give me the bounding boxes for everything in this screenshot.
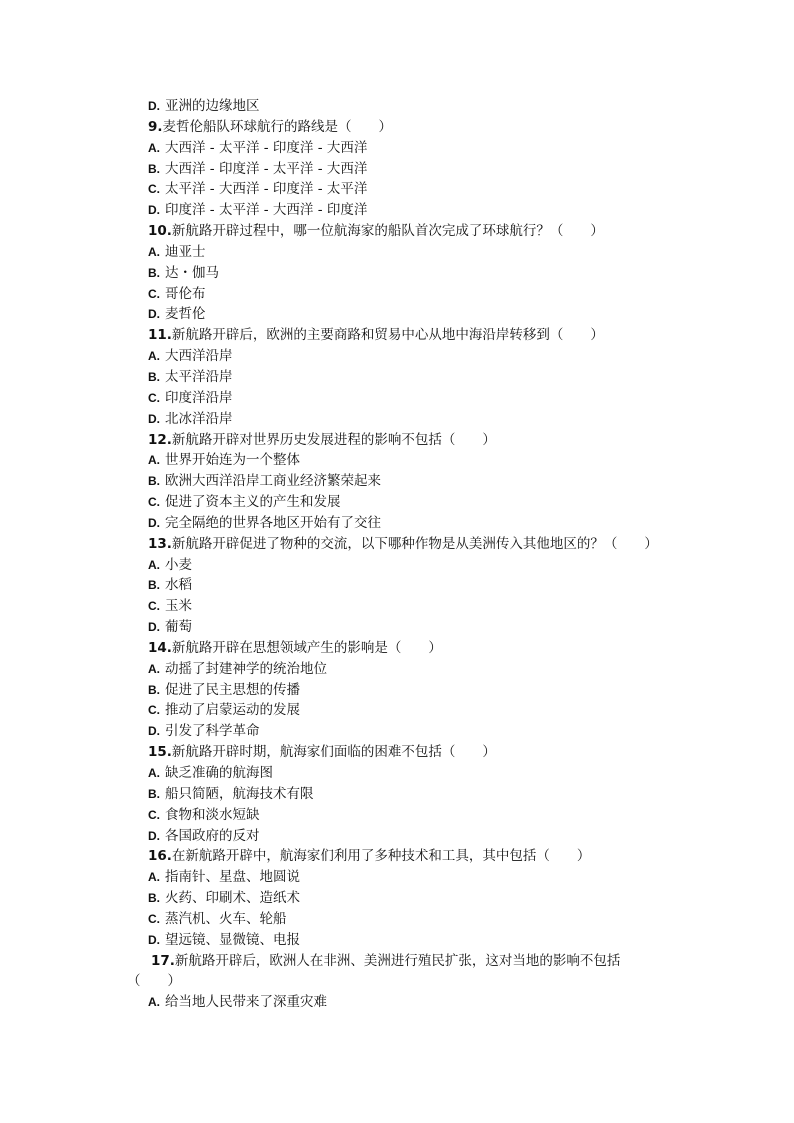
answer-option — [0, 888, 794, 909]
option-text: 引发了科学革命 — [165, 723, 260, 740]
option-text: 船只简陋，航海技术有限 — [165, 785, 314, 802]
option-text: 望远镜、显微镜、电报 — [165, 931, 300, 948]
question-stem — [0, 534, 794, 555]
option-letter: D. — [148, 932, 160, 947]
option-text: 印度洋 - 太平洋 - 大西洋 - 印度洋 — [165, 202, 368, 219]
answer-option — [0, 159, 794, 180]
option-text: 达・伽马 — [165, 264, 219, 281]
option-text: 推动了启蒙运动的发展 — [165, 702, 300, 719]
option-text: 水稻 — [165, 577, 192, 594]
option-letter: A. — [148, 557, 160, 572]
option-letter: C. — [148, 286, 160, 301]
answer-option — [0, 346, 794, 367]
option-letter: C. — [148, 495, 160, 510]
option-letter: C. — [148, 807, 160, 822]
answer-option — [0, 450, 794, 471]
option-text: 印度洋沿岸 — [165, 389, 233, 406]
option-letter: D. — [148, 99, 160, 113]
option-text: 给当地人民带来了深重灾难 — [165, 994, 327, 1011]
option-letter: B. — [148, 786, 160, 801]
question-stem — [0, 638, 794, 659]
option-letter: B. — [148, 265, 160, 280]
answer-option — [0, 930, 794, 951]
option-text: 大西洋 - 印度洋 - 太平洋 - 大西洋 — [165, 160, 368, 177]
answer-option — [0, 617, 794, 638]
option-text: 缺乏准确的航海图 — [165, 765, 273, 781]
answer-option — [0, 805, 794, 826]
option-letter: A. — [148, 453, 160, 468]
question-text: 新航路开辟过程中，哪一位航海家的船队首次完成了环球航行？（ ） — [171, 223, 604, 240]
option-text: 葡萄 — [165, 619, 192, 636]
question-text: 新航路开辟在思想领域产生的影响是（ ） — [171, 639, 442, 656]
option-letter: A. — [148, 870, 160, 885]
option-text: 太平洋 - 大西洋 - 印度洋 - 太平洋 — [165, 181, 368, 198]
question-number: 11. — [148, 327, 172, 344]
answer-option — [0, 200, 794, 221]
option-text: 大西洋 - 太平洋 - 印度洋 - 大西洋 — [165, 139, 368, 156]
option-letter: D. — [148, 411, 160, 426]
option-text: 蒸汽机、火车、轮船 — [165, 910, 287, 927]
answer-option — [0, 555, 794, 576]
option-text: 指南针、星盘、地圆说 — [165, 869, 300, 886]
option-text: 促进了资本主义的产生和发展 — [165, 494, 341, 511]
option-text: 完全隔绝的世界各地区开始有了交往 — [165, 514, 381, 531]
option-letter: C. — [148, 182, 160, 197]
question-stem — [0, 430, 794, 451]
answer-option — [0, 513, 794, 534]
option-letter: B. — [148, 891, 160, 906]
question-text: 新航路开辟后，欧洲的主要商路和贸易中心从地中海沿岸转移到（ ） — [171, 327, 604, 344]
option-text: 欧洲大西洋沿岸工商业经济繁荣起来 — [165, 473, 381, 490]
answer-option — [0, 721, 794, 742]
answer-option — [0, 263, 794, 284]
option-text: 亚洲的边缘地区 — [165, 98, 260, 114]
option-letter: A. — [148, 766, 160, 780]
option-text: 食物和淡水短缺 — [165, 806, 260, 823]
question-number: 16. — [148, 848, 172, 865]
option-letter: B. — [148, 578, 160, 593]
option-letter: B. — [148, 369, 160, 384]
option-letter: D. — [148, 203, 160, 218]
answer-option — [0, 388, 794, 409]
answer-option — [0, 409, 794, 430]
option-letter: C. — [148, 390, 160, 405]
question-stem — [0, 846, 794, 867]
option-letter: A. — [148, 661, 160, 676]
answer-option — [0, 867, 794, 888]
option-letter: B. — [148, 682, 160, 697]
option-text: 哥伦布 — [165, 285, 206, 302]
question-number: 12. — [148, 431, 172, 448]
answer-option — [0, 304, 794, 325]
question-stem — [0, 742, 794, 763]
answer-option — [0, 763, 794, 784]
question-stem — [0, 117, 794, 138]
option-text: 麦哲伦 — [165, 306, 206, 323]
answer-option — [0, 96, 794, 117]
question-list — [0, 96, 794, 1013]
question-number: 14. — [148, 639, 172, 656]
question-text: 新航路开辟时期，航海家们面临的困难不包括（ ） — [171, 744, 496, 761]
document-page — [0, 96, 794, 1013]
question-text: 新航路开辟后，欧洲人在非洲、美洲进行殖民扩张，这对当地的影响不包括 — [174, 952, 621, 969]
question-number: 10. — [148, 223, 172, 240]
question-text: 在新航路开辟中，航海家们利用了多种技术和工具，其中包括（ ） — [171, 848, 591, 865]
answer-option — [0, 909, 794, 930]
question-number: 15. — [148, 744, 172, 761]
option-letter: A. — [148, 140, 160, 155]
option-text: 各国政府的反对 — [165, 827, 260, 844]
option-text: 太平洋沿岸 — [165, 368, 233, 385]
answer-option — [0, 138, 794, 159]
option-letter: A. — [148, 995, 160, 1010]
option-letter: B. — [148, 474, 160, 489]
answer-option — [0, 471, 794, 492]
option-text: 世界开始连为一个整体 — [165, 452, 300, 469]
option-letter: A. — [148, 244, 160, 259]
option-letter: C. — [148, 911, 160, 926]
answer-option — [0, 242, 794, 263]
option-letter: D. — [148, 828, 160, 843]
answer-option — [0, 826, 794, 847]
question-stem — [0, 951, 794, 972]
answer-option — [0, 284, 794, 305]
option-text: 火药、印刷术、造纸术 — [165, 890, 300, 907]
option-letter: A. — [148, 349, 160, 364]
question-text: 新航路开辟促进了物种的交流，以下哪种作物是从美洲传入其他地区的？（ ） — [171, 535, 658, 552]
option-letter: D. — [148, 515, 160, 530]
option-letter: D. — [148, 307, 160, 322]
option-letter: D. — [148, 724, 160, 739]
option-text: 小麦 — [165, 556, 192, 573]
option-text: 迪亚士 — [165, 243, 206, 260]
question-number: 17. — [151, 952, 175, 969]
answer-option — [0, 492, 794, 513]
question-number: 13. — [148, 535, 172, 552]
option-text: 大西洋沿岸 — [165, 348, 233, 365]
answer-option — [0, 680, 794, 701]
answer-option — [0, 784, 794, 805]
option-text: 北冰洋沿岸 — [165, 410, 233, 427]
question-stem — [0, 221, 794, 242]
question-text: 新航路开辟对世界历史发展进程的影响不包括（ ） — [171, 431, 496, 448]
question-text: （ ） — [127, 973, 181, 990]
option-letter: C. — [148, 599, 160, 614]
answer-option — [0, 659, 794, 680]
option-letter: B. — [148, 161, 160, 176]
option-text: 动摇了封建神学的统治地位 — [165, 660, 327, 677]
option-text: 促进了民主思想的传播 — [165, 681, 300, 698]
option-letter: D. — [148, 620, 160, 635]
answer-option — [0, 367, 794, 388]
question-text: 麦哲伦船队环球航行的路线是（ ） — [162, 118, 393, 135]
option-letter: C. — [148, 703, 160, 718]
answer-option — [0, 700, 794, 721]
question-stem-continuation — [0, 971, 794, 992]
question-stem — [0, 325, 794, 346]
answer-option — [0, 992, 794, 1013]
question-number: 9. — [148, 118, 163, 135]
option-text: 玉米 — [165, 598, 192, 615]
answer-option — [0, 179, 794, 200]
answer-option — [0, 575, 794, 596]
answer-option — [0, 596, 794, 617]
